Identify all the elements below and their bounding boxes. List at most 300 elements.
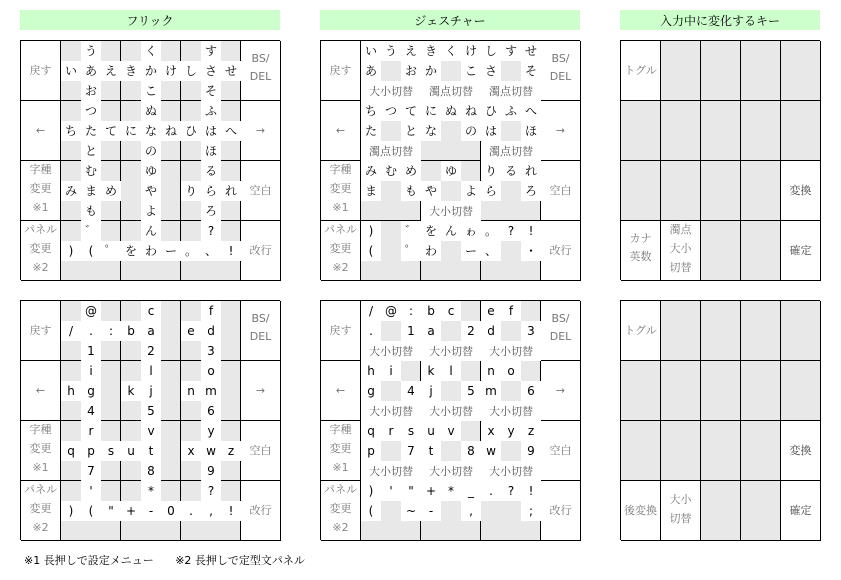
key-char: て — [101, 121, 121, 141]
key-char — [501, 321, 521, 341]
key-char: g — [361, 381, 381, 401]
key-char: t — [141, 441, 161, 461]
char-key[interactable] — [361, 361, 421, 421]
fn-key-right[interactable] — [541, 41, 581, 101]
key-char: き — [421, 41, 441, 61]
key-char: り — [481, 161, 501, 181]
fn-key-right[interactable] — [241, 41, 281, 101]
key-char: ! — [221, 241, 241, 261]
key-char: 2 — [141, 341, 161, 361]
char-key[interactable] — [361, 101, 421, 161]
char-key[interactable] — [121, 101, 181, 161]
key-char — [521, 301, 541, 321]
key-char: そ — [521, 61, 541, 81]
key-char: お — [81, 81, 101, 101]
key-char: k — [121, 381, 141, 401]
kana-eisu-key[interactable]: カナ 英数 — [621, 221, 661, 281]
key-char: ( — [361, 241, 381, 261]
key-char: れ — [221, 181, 241, 201]
key-char: め — [401, 161, 421, 181]
key-char: ゜ — [101, 241, 121, 261]
key-char: 1 — [81, 341, 101, 361]
char-key[interactable] — [61, 301, 121, 361]
key-char — [501, 61, 521, 81]
key-char: 5 — [141, 401, 161, 421]
confirm-key[interactable]: 確定 — [781, 221, 821, 281]
toggle-label: 大小切替 — [361, 341, 421, 361]
key-label: ← — [335, 124, 346, 137]
key-char — [381, 441, 401, 461]
key-char: ! — [221, 501, 241, 521]
key-char: ! — [521, 221, 541, 241]
key-char: a — [141, 321, 161, 341]
toggle-key[interactable]: トグル — [621, 41, 661, 101]
fn-key-left[interactable] — [21, 361, 61, 421]
key-label: 変更 — [29, 502, 52, 515]
fn-key-left[interactable] — [21, 421, 61, 481]
key-char: f — [201, 301, 221, 321]
footnotes — [24, 552, 305, 568]
fn-key-right[interactable] — [541, 481, 581, 541]
key-char — [381, 321, 401, 341]
header-flick: フリック — [20, 10, 280, 30]
key-char: q — [61, 441, 81, 461]
key-label: 改行 — [549, 504, 572, 517]
key-char: し — [181, 61, 201, 81]
key-char: さ — [201, 61, 221, 81]
fn-key-right[interactable] — [241, 221, 281, 281]
key-char: く — [141, 41, 161, 61]
key-label: ※1 — [332, 461, 349, 474]
key-char: う — [381, 41, 401, 61]
key-char: a — [421, 321, 441, 341]
toggle-label: 大小切替 — [421, 401, 481, 421]
convert-key[interactable]: 変換 — [781, 161, 821, 221]
key-char: し — [481, 41, 501, 61]
char-key[interactable] — [181, 161, 241, 221]
key-char: き — [121, 61, 141, 81]
key-char: ら — [481, 181, 501, 201]
key-char — [521, 361, 541, 381]
key-char — [81, 261, 101, 281]
key-char: 1 — [401, 321, 421, 341]
key-char — [221, 381, 241, 401]
key-char: . — [361, 321, 381, 341]
fn-key-right[interactable] — [241, 421, 281, 481]
key-char: d — [481, 321, 501, 341]
toggle-label: 大小切替 — [421, 201, 481, 221]
key-char: ん — [141, 221, 161, 241]
char-key[interactable] — [121, 301, 181, 361]
key-label: ※1 — [32, 461, 49, 474]
key-char: w — [201, 441, 221, 461]
key-char: s — [401, 421, 421, 441]
key-char: l — [441, 361, 461, 381]
char-key[interactable] — [121, 221, 181, 281]
toggle-label: 大小切替 — [481, 461, 541, 481]
char-key[interactable] — [61, 41, 121, 101]
key-label: パネル — [324, 223, 357, 236]
key-label: ※2 — [332, 521, 349, 534]
fn-key-left[interactable] — [321, 41, 361, 101]
char-key[interactable] — [181, 101, 241, 161]
toggle-label: 大小切替 — [421, 461, 481, 481]
key-char: む — [81, 161, 101, 181]
fn-key-left[interactable] — [321, 481, 361, 541]
char-key[interactable] — [421, 101, 481, 161]
key-char: か — [421, 61, 441, 81]
key-label: DEL — [249, 330, 272, 343]
char-key[interactable] — [421, 481, 481, 541]
char-key[interactable] — [181, 301, 241, 361]
char-key[interactable] — [121, 481, 181, 541]
key-char: け — [161, 61, 181, 81]
key-label: 改行 — [249, 244, 272, 257]
key-char: え — [101, 61, 121, 81]
key-char: x — [181, 441, 201, 461]
key-char: " — [101, 501, 121, 521]
key-label: 字種 — [29, 423, 52, 436]
fn-key-left[interactable] — [321, 301, 361, 361]
key-char: と — [81, 141, 101, 161]
key-char: j — [421, 381, 441, 401]
key-label: 変更 — [329, 502, 352, 515]
key-label: ← — [35, 124, 46, 137]
key-char — [221, 321, 241, 341]
toggle-label: 大小切替 — [421, 341, 481, 361]
key-char — [381, 61, 401, 81]
key-char: 0 — [161, 501, 181, 521]
key-char: の — [141, 141, 161, 161]
toggle-label: 濁点切替 — [421, 81, 481, 101]
fn-key-right[interactable] — [541, 161, 581, 221]
key-char: ( — [81, 241, 101, 261]
char-key[interactable] — [361, 161, 421, 221]
fn-key-right[interactable] — [541, 221, 581, 281]
key-char: ろ — [521, 181, 541, 201]
char-key[interactable] — [121, 361, 181, 421]
key-char — [441, 381, 461, 401]
footnote-1: ※1 長押しで設定メニュー — [24, 554, 154, 567]
key-char: み — [361, 161, 381, 181]
key-label: DEL — [549, 330, 572, 343]
key-char: o — [501, 361, 521, 381]
key-char — [381, 181, 401, 201]
char-key[interactable] — [481, 301, 541, 361]
key-char: 8 — [461, 441, 481, 461]
key-char: ふ — [501, 101, 521, 121]
key-char: ほ — [201, 141, 221, 161]
key-char: ・ — [521, 241, 541, 261]
key-label: 戻す — [329, 64, 352, 77]
key-char: え — [401, 41, 421, 61]
key-char — [501, 381, 521, 401]
key-char: と — [401, 121, 421, 141]
toggle-label: 大小切替 — [481, 341, 541, 361]
key-char: も — [401, 181, 421, 201]
key-char — [501, 441, 521, 461]
key-char: を — [421, 221, 441, 241]
key-char: う — [81, 41, 101, 61]
key-char — [381, 121, 401, 141]
key-char: h — [361, 361, 381, 381]
key-char: ) — [61, 241, 81, 261]
key-label: 字種 — [329, 163, 352, 176]
char-key[interactable] — [121, 41, 181, 101]
key-char: い — [361, 41, 381, 61]
key-char: ) — [361, 481, 381, 501]
key-char: 7 — [81, 461, 101, 481]
char-key[interactable] — [481, 361, 541, 421]
char-key[interactable] — [421, 161, 481, 221]
key-char: ん — [441, 221, 461, 241]
key-char: r — [81, 421, 101, 441]
flick-kana-keyboard — [20, 40, 280, 280]
fn-key-left[interactable] — [21, 101, 61, 161]
key-char — [501, 121, 521, 141]
key-char — [421, 161, 441, 181]
key-char: . — [181, 501, 201, 521]
fn-key-right[interactable] — [241, 161, 281, 221]
size-toggle-key[interactable]: 大小 切替 — [661, 481, 701, 541]
key-char: せ — [521, 41, 541, 61]
key-char — [441, 321, 461, 341]
key-char — [461, 361, 481, 381]
key-char: る — [501, 161, 521, 181]
key-label: 変更 — [329, 442, 352, 455]
key-char: ゛ — [81, 221, 101, 241]
key-char: に — [121, 121, 141, 141]
char-key[interactable] — [481, 481, 541, 541]
key-char: さ — [481, 61, 501, 81]
changing-keys-kana — [620, 40, 820, 280]
key-char: e — [181, 321, 201, 341]
fn-key-left[interactable] — [321, 421, 361, 481]
key-char: よ — [141, 201, 161, 221]
key-char — [461, 161, 481, 181]
key-char: / — [361, 301, 381, 321]
char-key[interactable] — [481, 221, 541, 281]
char-key[interactable] — [61, 361, 121, 421]
key-label: 変更 — [329, 182, 352, 195]
char-key[interactable] — [361, 221, 421, 281]
key-char: ゆ — [141, 161, 161, 181]
key-char: 、 — [481, 241, 501, 261]
key-char — [461, 421, 481, 441]
key-char: み — [61, 181, 81, 201]
char-key[interactable] — [181, 41, 241, 101]
key-char: @ — [81, 301, 101, 321]
key-label: ※2 — [332, 261, 349, 274]
toggle-label: 濁点切替 — [361, 141, 421, 161]
toggle-key[interactable]: トグル — [621, 301, 661, 361]
fn-key-right[interactable] — [541, 421, 581, 481]
fn-key-right[interactable] — [241, 361, 281, 421]
key-char: 7 — [401, 441, 421, 461]
char-key[interactable] — [61, 101, 121, 161]
key-label: 変更 — [329, 242, 352, 255]
key-char — [121, 181, 141, 201]
key-char: ? — [201, 481, 221, 501]
key-char — [161, 381, 181, 401]
key-char: 。 — [481, 221, 501, 241]
char-key[interactable] — [421, 221, 481, 281]
key-char: / — [61, 321, 81, 341]
key-label: パネル — [24, 223, 57, 236]
char-key[interactable] — [181, 221, 241, 281]
char-key[interactable] — [421, 301, 481, 361]
fn-key-left[interactable] — [21, 301, 61, 361]
key-char: ち — [61, 121, 81, 141]
convert-key[interactable]: 変換 — [781, 421, 821, 481]
key-label: → — [555, 124, 566, 137]
char-key[interactable] — [421, 41, 481, 101]
key-char: た — [81, 121, 101, 141]
key-char: o — [201, 361, 221, 381]
key-label: パネル — [324, 483, 357, 496]
key-label: → — [555, 384, 566, 397]
char-key[interactable] — [181, 421, 241, 481]
key-char: ね — [161, 121, 181, 141]
toggle-label: 大小切替 — [481, 401, 541, 421]
char-key[interactable] — [61, 161, 121, 221]
key-label: 戻す — [29, 324, 52, 337]
key-char: る — [201, 161, 221, 181]
key-label: ※2 — [32, 521, 49, 534]
key-label: 空白 — [249, 444, 272, 457]
char-key[interactable] — [481, 421, 541, 481]
char-key[interactable] — [481, 161, 541, 221]
key-char: 。 — [181, 241, 201, 261]
key-label: パネル — [24, 483, 57, 496]
char-key[interactable] — [361, 481, 421, 541]
fn-key-right[interactable] — [541, 101, 581, 161]
key-char: 、 — [201, 241, 221, 261]
char-key[interactable] — [361, 41, 421, 101]
confirm-key[interactable]: 確定 — [781, 481, 821, 541]
key-label: DEL — [249, 70, 272, 83]
key-char: も — [81, 201, 101, 221]
key-char: 4 — [401, 381, 421, 401]
key-char — [501, 181, 521, 201]
char-key[interactable] — [361, 301, 421, 361]
key-char: s — [101, 441, 121, 461]
key-char: ' — [381, 481, 401, 501]
key-char — [201, 261, 221, 281]
key-label: DEL — [549, 70, 572, 83]
key-label: → — [255, 124, 266, 137]
key-char: n — [181, 381, 201, 401]
dakuten-size-toggle-key[interactable]: 濁点 大小 切替 — [661, 221, 701, 281]
fn-key-right[interactable] — [241, 481, 281, 541]
char-key[interactable] — [421, 421, 481, 481]
reconvert-key[interactable]: 後変換 — [621, 481, 661, 541]
key-char — [381, 221, 401, 241]
key-char: z — [521, 421, 541, 441]
fn-key-left[interactable] — [21, 161, 61, 221]
key-char — [381, 241, 401, 261]
fn-key-right[interactable] — [241, 101, 281, 161]
key-char: - — [421, 501, 441, 521]
key-char: つ — [381, 101, 401, 121]
fn-key-left[interactable] — [321, 101, 361, 161]
key-char: ? — [501, 481, 521, 501]
key-char: v — [141, 421, 161, 441]
key-char: り — [181, 181, 201, 201]
key-label: 改行 — [549, 244, 572, 257]
fn-key-left[interactable] — [321, 161, 361, 221]
key-char: z — [221, 441, 241, 461]
key-char: t — [421, 441, 441, 461]
key-char: 9 — [521, 441, 541, 461]
key-char: へ — [221, 121, 241, 141]
toggle-label: 濁点切替 — [481, 81, 541, 101]
key-char: x — [481, 421, 501, 441]
key-label: ※2 — [32, 261, 49, 274]
key-char — [441, 121, 461, 141]
key-char: の — [461, 121, 481, 141]
char-key[interactable] — [181, 481, 241, 541]
key-char — [141, 261, 161, 281]
fn-key-left[interactable] — [321, 361, 361, 421]
char-key[interactable] — [61, 481, 121, 541]
key-label: → — [255, 384, 266, 397]
key-char: . — [481, 481, 501, 501]
key-label: 変更 — [29, 442, 52, 455]
key-char: 2 — [461, 321, 481, 341]
header-changing-keys: 入力中に変化するキー — [620, 10, 820, 30]
fn-key-left[interactable] — [21, 221, 61, 281]
key-char: ね — [461, 101, 481, 121]
fn-key-right[interactable] — [541, 301, 581, 361]
char-key[interactable] — [481, 101, 541, 161]
fn-key-right[interactable] — [541, 361, 581, 421]
key-char: や — [141, 181, 161, 201]
key-char — [401, 361, 421, 381]
key-char: f — [501, 301, 521, 321]
char-key[interactable] — [121, 421, 181, 481]
char-key[interactable] — [361, 421, 421, 481]
fn-key-left[interactable] — [21, 481, 61, 541]
char-key[interactable] — [481, 41, 541, 101]
key-char — [441, 441, 461, 461]
key-char: m — [481, 381, 501, 401]
key-char: n — [481, 361, 501, 381]
key-char: す — [201, 41, 221, 61]
char-key[interactable] — [61, 221, 121, 281]
key-char: : — [101, 321, 121, 341]
char-key[interactable] — [121, 161, 181, 221]
key-char: ? — [201, 221, 221, 241]
char-key[interactable] — [421, 361, 481, 421]
fn-key-left[interactable] — [321, 221, 361, 281]
char-key[interactable] — [181, 361, 241, 421]
key-label: ※1 — [332, 201, 349, 214]
fn-key-right[interactable] — [241, 301, 281, 361]
key-char: ) — [61, 501, 81, 521]
char-key[interactable] — [61, 421, 121, 481]
key-char: ー — [461, 241, 481, 261]
key-char: k — [421, 361, 441, 381]
key-label: 字種 — [29, 163, 52, 176]
toggle-label: 濁点切替 — [481, 141, 541, 161]
key-char: ( — [81, 501, 101, 521]
key-char: b — [121, 321, 141, 341]
key-char: へ — [521, 101, 541, 121]
key-char: . — [81, 321, 101, 341]
toggle-label: 大小切替 — [361, 461, 421, 481]
fn-key-left[interactable] — [21, 41, 61, 101]
